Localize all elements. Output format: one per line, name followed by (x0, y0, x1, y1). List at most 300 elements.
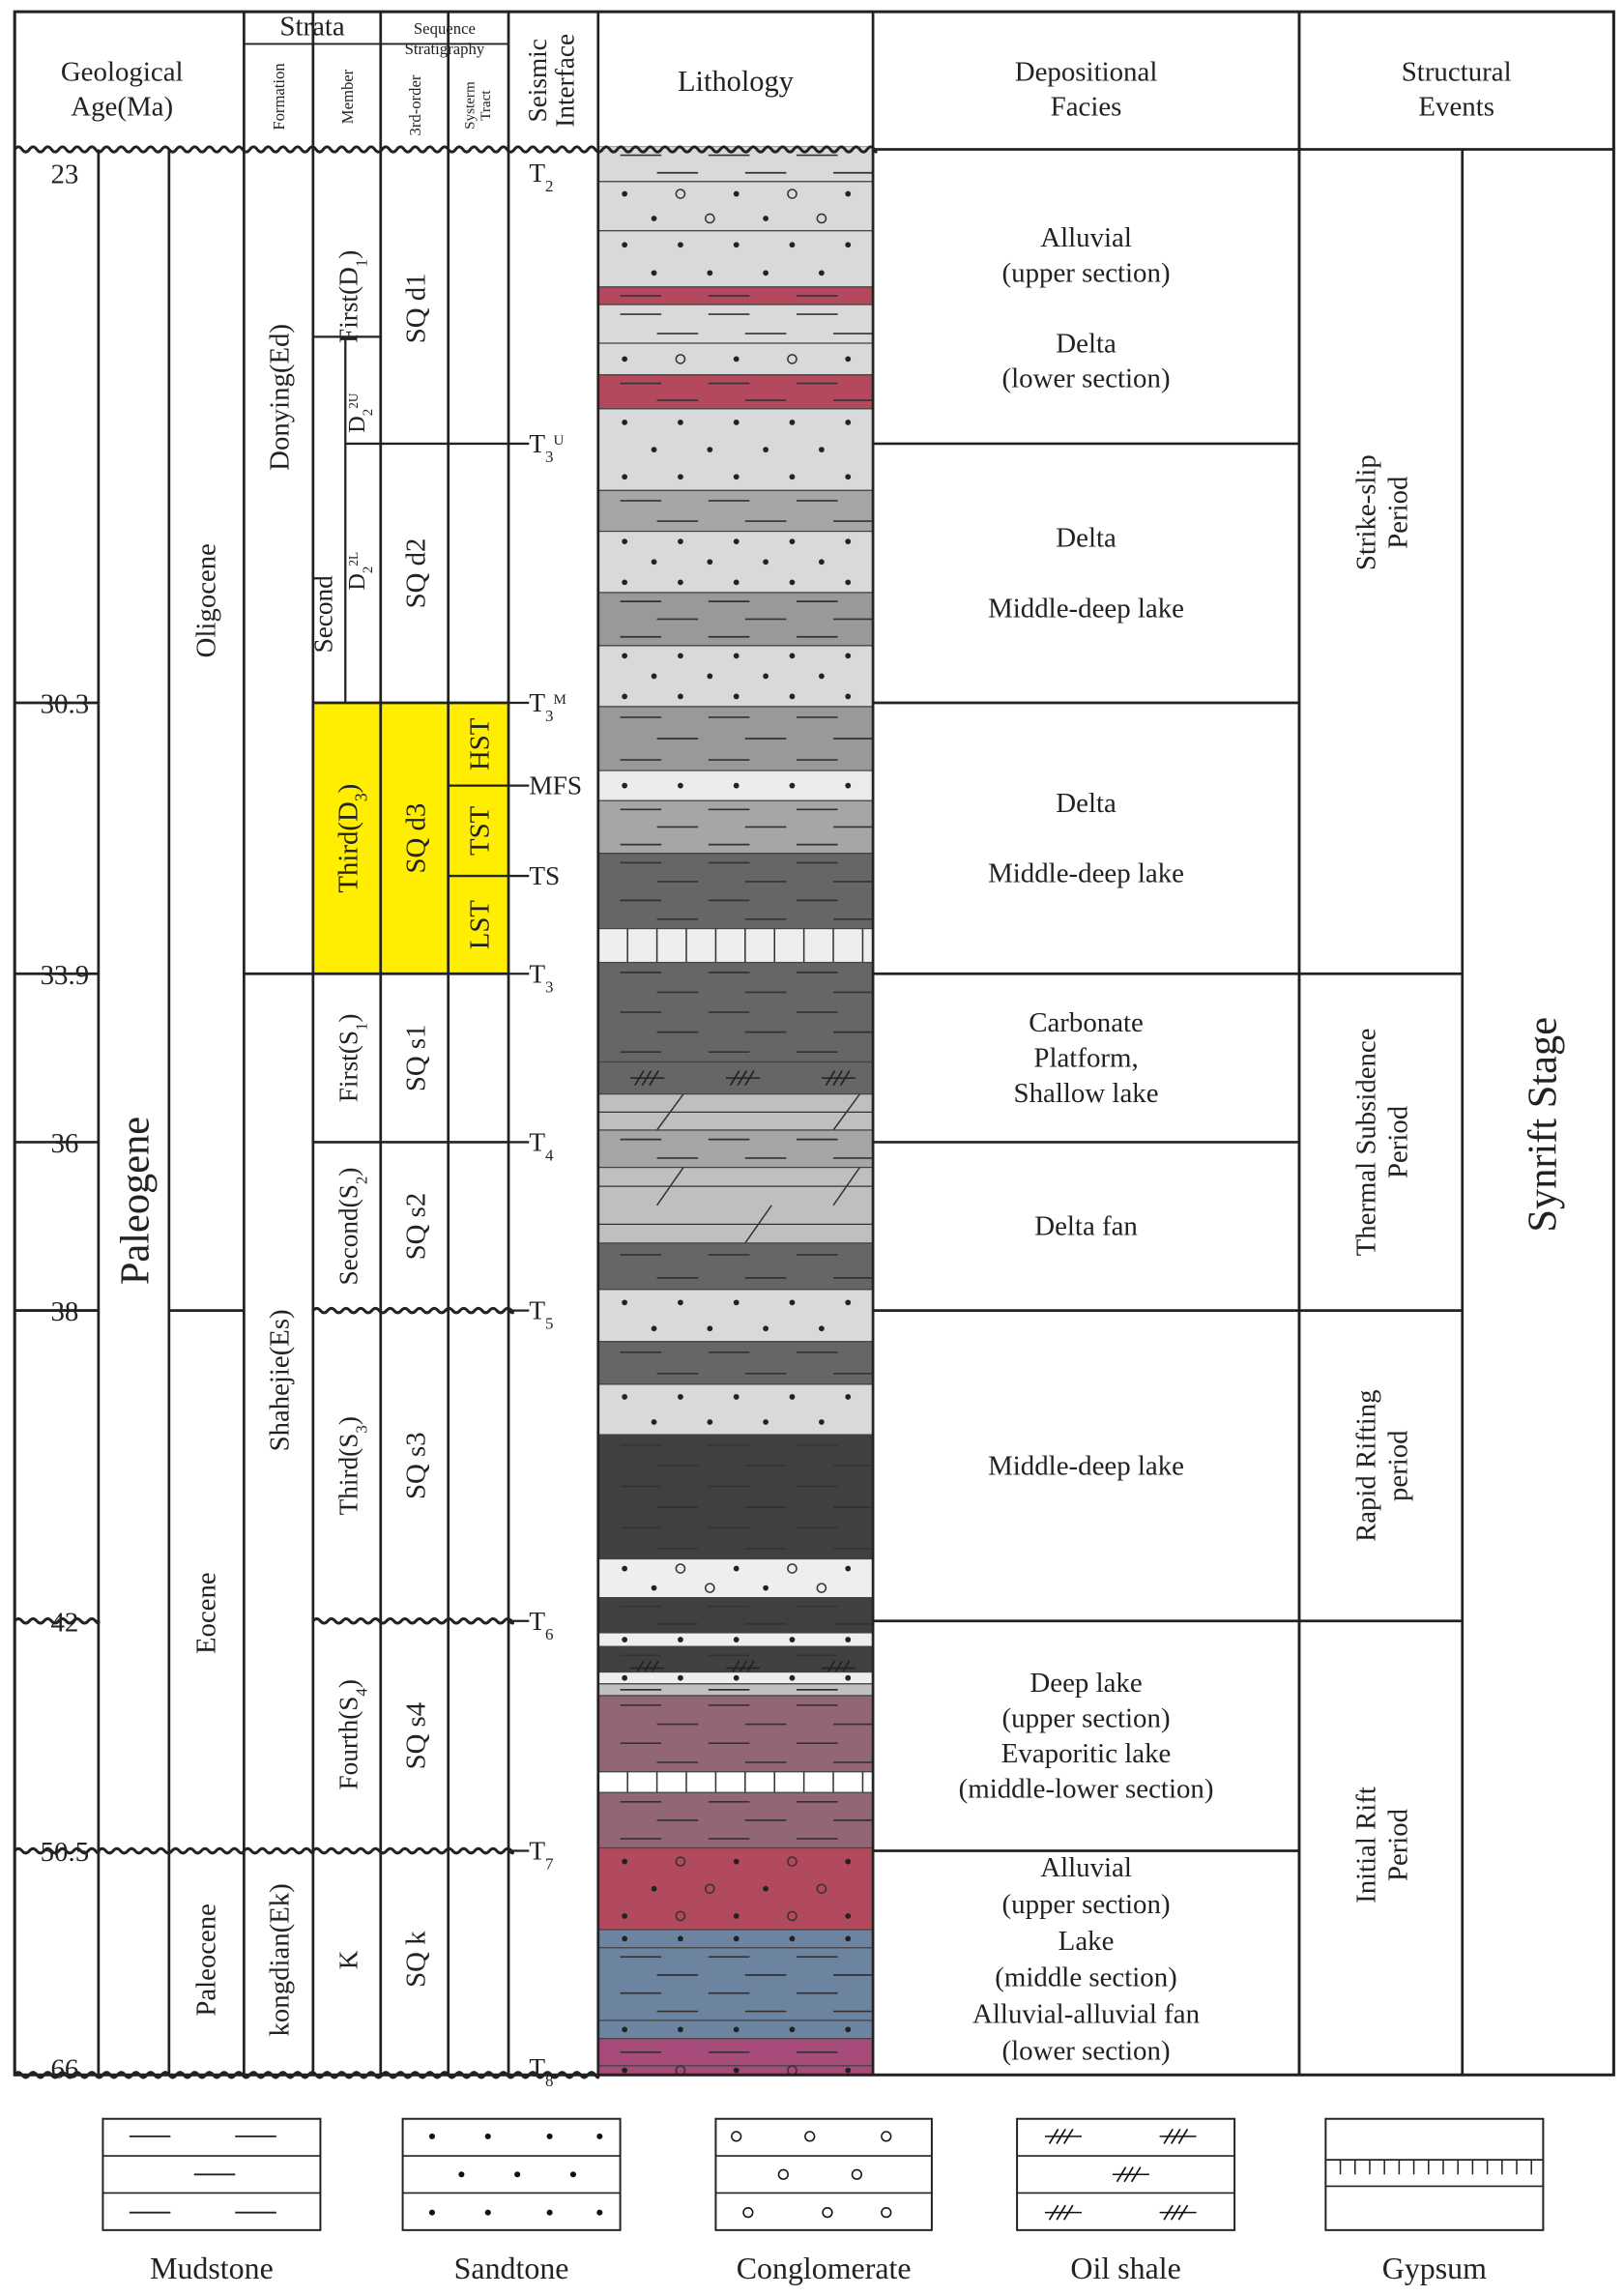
header-seismic-interface: Seismic (522, 39, 552, 123)
sand-dot (734, 2026, 740, 2032)
age-label: 33.9 (40, 959, 90, 991)
sand-dot (678, 1299, 683, 1305)
seismic-interface-label: $T_5$ (529, 1295, 554, 1333)
legend-sand-dot (485, 2134, 491, 2139)
sand-dot (763, 1325, 768, 1331)
sand-dot (790, 1637, 796, 1642)
facies-label: (upper section) (1001, 1702, 1171, 1734)
lithology-bed-sandstone (598, 231, 873, 287)
period-label: Paleogene (112, 1116, 159, 1286)
age-label: 42 (50, 1607, 79, 1639)
sand-dot (763, 674, 768, 680)
bed-fill (598, 1948, 873, 2020)
sand-dot (652, 270, 657, 276)
epoch-label: Paleocene (190, 1904, 222, 2017)
seismic-interface-label: $T_6$ (529, 1606, 554, 1643)
lithology-bed-gypsum (598, 1772, 873, 1792)
sand-dot (790, 783, 796, 789)
structural-event-label: Rapid Rifting (1350, 1389, 1382, 1542)
lithology-bed-sandstone (598, 1290, 873, 1342)
sand-dot (845, 2068, 851, 2074)
sand-dot (734, 1299, 740, 1305)
sand-dot (845, 1936, 851, 1942)
bed-fill (598, 593, 873, 646)
sand-dot (678, 1637, 683, 1642)
header-geological-age: Age(Ma) (71, 91, 174, 123)
sand-dot (622, 1394, 627, 1400)
lithology-bed-gypsum (598, 929, 873, 963)
age-label: 50.5 (40, 1837, 90, 1869)
facies-label: (upper section) (1001, 257, 1171, 289)
sand-dot (734, 1936, 740, 1942)
lithology-bed-mudstone (598, 1792, 875, 1847)
sand-dot (678, 420, 683, 425)
bed-fill (598, 1342, 873, 1384)
bed-fill (598, 929, 873, 963)
formation-boundary-unconformity (244, 1848, 313, 1853)
bed-fill (598, 375, 873, 409)
legend-sand-dot (429, 2210, 435, 2216)
sand-dot (763, 1419, 768, 1425)
bed-fill (598, 1435, 873, 1558)
lithology-bed-mudstone (598, 707, 875, 770)
sand-dot (845, 694, 851, 700)
legend-label: Conglomerate (736, 2251, 912, 2285)
structural-event-label: Period (1382, 1808, 1414, 1882)
lithology-bed-mudstone (598, 1684, 873, 1696)
system-tract-label: TST (464, 805, 496, 856)
sand-dot (845, 474, 851, 480)
sand-dot (678, 2026, 683, 2032)
lithology-bed-conglomerate_sand (598, 182, 873, 231)
member-boundary-unconformity (313, 1308, 513, 1313)
sand-dot (845, 1913, 851, 1919)
sand-dot (734, 538, 740, 544)
structural-event-label: Initial Rift (1350, 1787, 1382, 1904)
sand-dot (763, 216, 768, 221)
header-depositional-facies: Depositional (1014, 56, 1158, 88)
lithology-bed-mudstone (598, 1243, 875, 1290)
sand-dot (819, 674, 825, 680)
sand-dot (845, 1566, 851, 1572)
formation-label: Shahejie(Es) (264, 1309, 296, 1452)
bed-fill (598, 1168, 873, 1243)
sand-dot (790, 1936, 796, 1942)
sand-dot (622, 538, 627, 544)
header-structural-events: Structural (1401, 56, 1512, 88)
sand-dot (622, 1299, 627, 1305)
sand-dot (622, 1566, 627, 1572)
sand-dot (790, 1675, 796, 1681)
seismic-interface-label: $T_3^M$ (529, 688, 566, 725)
lithology-bed-mudstone (598, 1948, 875, 2020)
lithology-bed-conglomerate_sand (598, 1559, 873, 1598)
facies-label: Middle-deep lake (988, 1450, 1184, 1482)
sand-dot (734, 783, 740, 789)
sand-dot (652, 216, 657, 221)
facies-label: Platform, (1033, 1042, 1139, 1074)
facies-label: Shallow lake (1013, 1077, 1159, 1109)
sand-dot (652, 1585, 657, 1591)
stage-label: Synrift Stage (1520, 1016, 1566, 1233)
age-label: 30.3 (40, 688, 90, 720)
facies-label: Evaporitic lake (1000, 1737, 1172, 1769)
age-label: 38 (50, 1296, 79, 1328)
bed-fill (598, 800, 873, 853)
bed-fill (598, 1792, 873, 1847)
age-label: 23 (50, 159, 79, 190)
sand-dot (845, 783, 851, 789)
lithology-bed-oilshale (598, 1061, 873, 1093)
bed-fill (598, 1696, 873, 1772)
header-system-tract: Systerm (461, 81, 478, 130)
bed-fill (598, 1243, 873, 1290)
sequence-label: SQ s2 (400, 1192, 432, 1261)
member-label-k: K (334, 1950, 363, 1970)
seismic-interface-label: TS (529, 861, 561, 891)
formation-label: kongdian(Ek) (264, 1883, 296, 2037)
sand-dot (622, 357, 627, 363)
facies-label: Delta (1056, 328, 1116, 360)
sand-dot (622, 694, 627, 700)
legend-item-conglomerate (715, 2119, 931, 2230)
bed-fill (598, 1598, 873, 1633)
facies-label: (middle-lower section) (958, 1773, 1214, 1805)
sand-dot (845, 357, 851, 363)
seismic-interface-label: $T_4$ (529, 1127, 554, 1165)
member-label-d2l: $D_2^{2L}$ (344, 551, 377, 591)
sand-dot (734, 1566, 740, 1572)
legend-item-sandstone (403, 2119, 621, 2230)
sand-dot (734, 694, 740, 700)
legend-sand-dot (485, 2210, 491, 2216)
sand-dot (678, 1394, 683, 1400)
structural-event-label: Thermal Subsidence (1350, 1028, 1382, 1257)
sand-dot (734, 1394, 740, 1400)
sand-dot (763, 447, 768, 452)
legend-swatch (715, 2119, 931, 2230)
epoch-label: Oligocene (190, 543, 222, 658)
lithology-bed-sandstone (598, 2020, 873, 2039)
sand-dot (622, 1675, 627, 1681)
sequence-label: SQ s3 (400, 1432, 432, 1499)
sand-dot (819, 559, 825, 565)
legend-sand-dot (596, 2210, 602, 2216)
legend-sand-dot (547, 2134, 553, 2139)
facies-label: Alluvial (1040, 222, 1132, 254)
sand-dot (622, 1936, 627, 1942)
sand-dot (622, 2026, 627, 2032)
legend-item-gypsum (1325, 2119, 1543, 2230)
legend-swatch (403, 2119, 621, 2230)
bed-fill (598, 1384, 873, 1435)
lithology-bed-limestone (598, 1094, 873, 1130)
lithology-bed-mudstone (598, 305, 875, 343)
sand-dot (845, 1394, 851, 1400)
sand-dot (678, 694, 683, 700)
lithology-bed-mudstone (598, 1598, 875, 1633)
lithology-bed-sandstone (598, 646, 873, 707)
lithology-bed-mudstone (598, 1435, 875, 1558)
lithology-bed-sandstone (598, 1672, 873, 1684)
lithology-bed-sandstone (598, 1930, 873, 1948)
member-label-first-s1: $First(S_1)$ (334, 1013, 370, 1103)
seismic-interface-label: $T_2$ (529, 158, 554, 195)
sand-dot (845, 2026, 851, 2032)
sand-dot (678, 474, 683, 480)
header-sequence-stratigraphy: Stratigraphy (404, 40, 485, 59)
sand-dot (622, 580, 627, 586)
sequence-label: SQ s4 (400, 1701, 432, 1770)
system-tract-label: HST (464, 717, 496, 771)
age-label: 66 (50, 2053, 79, 2085)
lithology-bed-mudstone (598, 287, 873, 305)
lithology-bed-limestone (598, 1168, 873, 1243)
sand-dot (790, 580, 796, 586)
structural-event-label: period (1382, 1430, 1414, 1501)
sequence-label: SQ d2 (400, 538, 432, 609)
sand-dot (707, 1325, 712, 1331)
sand-dot (845, 242, 851, 247)
sand-dot (790, 654, 796, 659)
sand-dot (734, 1675, 740, 1681)
header-member: Member (337, 69, 357, 125)
sand-dot (734, 191, 740, 197)
sand-dot (622, 191, 627, 197)
sand-dot (790, 694, 796, 700)
sand-dot (678, 1675, 683, 1681)
member-boundary-unconformity (313, 1618, 513, 1623)
legend-sand-dot (596, 2134, 602, 2139)
sand-dot (790, 538, 796, 544)
sand-dot (790, 242, 796, 247)
legend-label: Gypsum (1381, 2251, 1487, 2285)
facies-label: Middle-deep lake (988, 593, 1184, 625)
member-label-fourth-s4: $Fourth(S_4)$ (334, 1679, 370, 1790)
lithology-bed-mudstone (598, 1646, 873, 1664)
sand-dot (678, 654, 683, 659)
bed-fill (598, 231, 873, 287)
sand-dot (763, 270, 768, 276)
sand-dot (652, 1886, 657, 1892)
sand-dot (734, 1859, 740, 1865)
member-label-third-d3: $Third(D_3)$ (333, 783, 371, 893)
lithology-bed-mudstone (598, 1342, 875, 1384)
sand-dot (707, 674, 712, 680)
sand-dot (622, 420, 627, 425)
sand-dot (819, 1325, 825, 1331)
facies-label: Delta fan (1034, 1210, 1138, 1242)
sand-dot (845, 1859, 851, 1865)
sand-dot (734, 1913, 740, 1919)
lithology-bed-mudstone (598, 2039, 873, 2066)
facies-label: Middle-deep lake (988, 857, 1184, 889)
sand-dot (678, 1936, 683, 1942)
sand-dot (763, 1886, 768, 1892)
member-label-third-s3: $Third(S_3)$ (334, 1416, 370, 1516)
sand-dot (819, 447, 825, 452)
sequence-label: SQ d1 (400, 273, 432, 344)
sand-dot (845, 1299, 851, 1305)
sand-dot (734, 2068, 740, 2074)
sand-dot (678, 242, 683, 247)
sand-dot (734, 420, 740, 425)
lithology-bed-conglomerate_sand (598, 1848, 873, 1931)
sand-dot (734, 474, 740, 480)
sand-dot (707, 1419, 712, 1425)
sand-dot (678, 580, 683, 586)
lithology-bed-sandstone (598, 770, 873, 800)
sequence-label: SQ d3 (400, 802, 432, 874)
facies-label: Carbonate (1029, 1007, 1144, 1039)
facies-label: (lower section) (1001, 363, 1171, 394)
seismic-interface-label: $T_7$ (529, 1836, 554, 1874)
lithology-bed-sandstone (598, 1384, 873, 1435)
facies-label: Alluvial-alluvial fan (972, 1998, 1201, 2030)
system-tract-label: LST (464, 900, 496, 950)
legend-label: Oil shale (1070, 2251, 1181, 2285)
header-3rd-order: 3rd-order (405, 74, 424, 136)
header-structural-events: Events (1418, 91, 1494, 123)
sand-dot (652, 447, 657, 452)
facies-label: (middle section) (995, 1962, 1177, 1993)
sand-dot (707, 447, 712, 452)
sequence-label: SQ s1 (400, 1024, 432, 1092)
bed-fill (598, 1772, 873, 1792)
lithology-bed-mudstone (598, 375, 875, 409)
header-system-tract: Tract (478, 90, 495, 121)
bed-fill (598, 490, 873, 531)
sand-dot (734, 242, 740, 247)
structural-event-label: Period (1382, 1105, 1414, 1179)
header-seismic-interface: Interface (550, 33, 580, 128)
sand-dot (652, 559, 657, 565)
bed-fill (598, 182, 873, 231)
sand-dot (622, 1859, 627, 1865)
seismic-interface-label: MFS (529, 770, 583, 800)
sand-dot (734, 580, 740, 586)
facies-label: Deep lake (1030, 1668, 1143, 1700)
sand-dot (678, 538, 683, 544)
legend-swatch (1325, 2119, 1543, 2230)
sand-dot (622, 1913, 627, 1919)
sand-dot (622, 474, 627, 480)
sand-dot (678, 783, 683, 789)
epoch-boundary-unconformity (99, 1848, 245, 1853)
lithology-bed-conglomerate_sand (598, 343, 873, 375)
sand-dot (622, 783, 627, 789)
header-sequence-stratigraphy: Sequence (413, 18, 476, 38)
member-label-second: Second (308, 575, 338, 654)
sand-dot (622, 242, 627, 247)
header-formation: Formation (270, 63, 289, 131)
sand-dot (790, 474, 796, 480)
facies-label: (upper section) (1001, 1888, 1171, 1920)
header-depositional-facies: Facies (1050, 91, 1122, 123)
sand-dot (819, 270, 825, 276)
sand-dot (790, 1394, 796, 1400)
sand-dot (763, 1585, 768, 1591)
header-lithology: Lithology (677, 64, 794, 98)
sand-dot (845, 1637, 851, 1642)
bed-fill (598, 1290, 873, 1342)
sand-dot (652, 1325, 657, 1331)
sand-dot (790, 420, 796, 425)
bed-fill (598, 1130, 873, 1168)
bed-fill (598, 707, 873, 770)
lithology-bed-mudstone (598, 1130, 875, 1168)
seismic-interface-label: $T_3$ (529, 959, 554, 996)
member-label-d2u: $D_2^{2U}$ (344, 392, 377, 433)
facies-label: Alluvial (1040, 1852, 1132, 1884)
legend-sand-dot (458, 2171, 464, 2177)
sand-dot (845, 538, 851, 544)
age-label: 36 (50, 1128, 79, 1160)
sand-dot (790, 1299, 796, 1305)
sand-dot (734, 654, 740, 659)
member-label-first-d1: $First(D_1)$ (334, 249, 370, 343)
lithology-bed-mudstone (598, 854, 875, 929)
legend-sand-dot (570, 2171, 576, 2177)
formation-label: Donying(Ed) (264, 323, 296, 471)
lithology-bed-mudstone (598, 1696, 875, 1772)
member-label-second-s2: $Second(S_2)$ (334, 1167, 370, 1286)
legend-item-mudstone (102, 2119, 320, 2230)
sand-dot (622, 2068, 627, 2074)
sand-dot (819, 1419, 825, 1425)
lithology-bed-sandstone (598, 532, 873, 593)
legend-item-oilshale (1017, 2119, 1234, 2230)
legend-sand-dot (429, 2134, 435, 2139)
bed-fill (598, 854, 873, 929)
legend-sand-dot (547, 2210, 553, 2216)
structural-event-label: Period (1382, 476, 1414, 549)
legend-label: Sandtone (453, 2251, 569, 2285)
lithology-bed-mudstone (598, 963, 875, 1062)
seismic-interface-label: $T_3^U$ (529, 429, 565, 466)
header-geological-age: Geological (60, 56, 184, 88)
structural-event-label: Strike-slip (1350, 454, 1382, 571)
facies-label: Delta (1056, 522, 1116, 554)
sand-dot (845, 191, 851, 197)
lithology-bed-sandstone (598, 409, 873, 491)
lithology-bed-mudstone (598, 800, 875, 853)
facies-label: Delta (1056, 787, 1116, 819)
lithology-bed-mudstone (598, 593, 875, 646)
facies-label: Lake (1058, 1925, 1115, 1957)
sand-dot (652, 1419, 657, 1425)
sand-dot (845, 654, 851, 659)
sand-dot (734, 357, 740, 363)
lithology-bed-sandstone (598, 1633, 873, 1646)
legend-sand-dot (514, 2171, 520, 2177)
facies-label: (lower section) (1001, 2035, 1171, 2067)
header-strata: Strata (279, 11, 345, 43)
member-boundary-unconformity (313, 1848, 513, 1853)
legend-label: Mudstone (150, 2251, 274, 2285)
sand-dot (707, 270, 712, 276)
sand-dot (790, 2026, 796, 2032)
sand-dot (652, 674, 657, 680)
sand-dot (707, 559, 712, 565)
sand-dot (622, 654, 627, 659)
bed-fill (598, 1559, 873, 1598)
sand-dot (763, 559, 768, 565)
sand-dot (622, 1637, 627, 1642)
sand-dot (845, 420, 851, 425)
seismic-interface-label: $T_8$ (529, 2052, 554, 2090)
lithology-bed-mudstone (598, 490, 875, 531)
